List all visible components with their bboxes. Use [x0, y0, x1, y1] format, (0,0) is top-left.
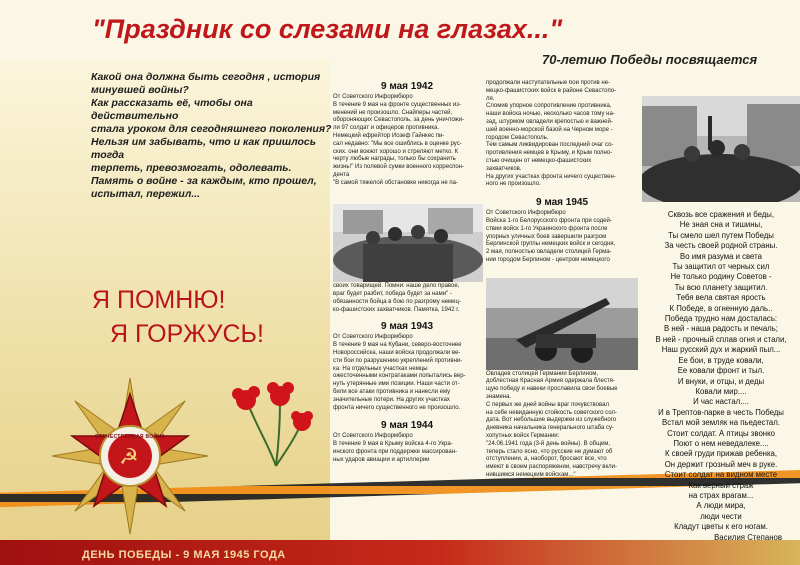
report-1942 — [333, 94, 481, 188]
poem-line: Встал мой земляк на пьедестал. — [662, 418, 780, 428]
column-a — [333, 80, 481, 540]
poem-line: Стоит солдат. А птицы звонко — [667, 428, 775, 438]
text-line: В течение 9 мая на фронте существенных из- — [333, 101, 462, 108]
question-line: терпеть, превозмогать, одолевать. — [91, 162, 292, 174]
footer-text: ДЕНЬ ПОБЕДЫ - 9 МАЯ 1945 ГОДА — [82, 549, 286, 561]
date-heading-1943: 9 мая 1943 — [380, 321, 434, 333]
carnation-flowers-icon — [218, 374, 318, 470]
soldiers-photo-illustration — [333, 204, 483, 282]
text-line: своих товарищей. Помни: наше дело правое, — [333, 283, 460, 290]
poem-line: И час настал.... — [693, 397, 749, 407]
text-line: нуть утерянные ими позиции. Наши части от- — [333, 381, 460, 388]
berlin-report — [486, 363, 638, 480]
question-line: Какой она должна быть сегодня , история — [91, 71, 321, 83]
poem-line: Ее бои, в труде ковали, — [678, 355, 764, 365]
text-line: ных ударов авиации и артиллерии — [333, 456, 430, 463]
text-line: знамена. — [486, 393, 512, 400]
text-line: сал недавно: "Мы все ошиблись в оценке рус- — [333, 140, 462, 147]
poem-line: Ты защитил от черных сил — [672, 262, 770, 272]
text-line: нии городом Берлином - центром немецкого — [486, 256, 610, 263]
text-line: стью очищен от немецко-фашистских — [486, 157, 592, 164]
report-1945 — [486, 210, 638, 265]
text-line: Овладев столицей Германии Берлином, — [486, 370, 599, 377]
text-line: жизнь!" Из полевой сумки военного корреспон- — [333, 164, 464, 171]
date-heading-1942: 9 мая 1942 — [380, 81, 434, 92]
text-line: В течение 9 мая в Крыму войска 4-го Укра- — [333, 441, 453, 448]
text-line: ко-фашистских захватчиков. Памятка, 1942 г. — [333, 306, 460, 313]
text-line: били все атаки противника и нанесли ему — [333, 388, 451, 395]
text-line: черту любые награды, только бы сохранить — [333, 156, 456, 163]
text-line: сти бои по разрушению укреплений противни- — [333, 357, 463, 364]
poem — [646, 210, 796, 543]
text-line: обязанности бойца в бою по разгрому немец- — [333, 298, 461, 305]
poem-line: К своей груди прижав ребенка, — [664, 449, 778, 459]
text-line: ствии войск 1-го Украинского фронта после — [486, 225, 608, 232]
poem-line: Ее ковали фронт и тыл. — [677, 366, 765, 376]
poem-line: Не только родину Советов - — [670, 272, 772, 282]
artillery-photo-illustration — [486, 278, 638, 370]
question-line: Память о войне - за каждым, кто прошел, — [91, 175, 317, 187]
poem-line: Сквозь все сражения и беды, — [667, 210, 775, 219]
text-line: упорных уличных боев завершили разгром — [486, 233, 607, 240]
text-line: ка. На отдельных участках немцы — [333, 365, 428, 372]
text-line: С первых же дней войны враг почувствовал — [486, 401, 609, 408]
text-line: От Советского Информбюро — [333, 433, 413, 440]
poem-line: Тебя вела святая ярость — [676, 293, 766, 303]
question-line: стала уроком для сегодняшнего поколения? — [91, 123, 332, 135]
poem-line: Ты смело шел путем Победы — [668, 230, 774, 240]
text-line: Немецкий ефрейтор Иозеф Гайнкес пи- — [333, 132, 445, 139]
text-line: теперь стало ясно, что русские не думают об — [486, 448, 613, 455]
text-line: ля. — [486, 95, 495, 102]
date-heading-1944: 9 мая 1944 — [380, 420, 434, 432]
text-line: От Советского Информбюро — [333, 334, 413, 341]
question-line: минувшей войны? — [91, 84, 189, 96]
text-line: наши войска ночью, несколько часов тому на- — [486, 111, 615, 118]
text-line: имеют в своем распоряжении, навстречу вкли- — [486, 464, 618, 471]
poster-title: "Праздник со слезами на глазах..." — [92, 14, 563, 44]
poem-line: Он держит грозный меч в руке. — [664, 459, 778, 469]
text-line: враг будет разбит, победа будет за нами" - — [333, 290, 452, 297]
text-line: дата. Вот небольшие выдержки из служебного — [486, 417, 617, 424]
poem-line: Во имя разума и света — [680, 251, 762, 261]
text-line: шей военно-морской базой на Черном море - — [486, 126, 613, 133]
soldiers-photo — [333, 204, 483, 282]
report-1943 — [333, 334, 481, 412]
poster-subtitle: 70-летию Победы посвящается — [542, 52, 758, 67]
slogan-remember: Я ПОМНЮ! — [92, 286, 226, 314]
poem-line: Не зная сна и тишины, — [679, 220, 763, 230]
poem-line: К Победе, в огненную даль.. — [669, 303, 773, 313]
question-line: Как рассказать её, чтобы она действительно — [91, 97, 253, 122]
text-line: ожесточенными контратаками попытались вер- — [333, 373, 466, 380]
poem-line: Победа трудно нам досталась: — [664, 314, 778, 324]
text-line: Сломив упорное сопротивление противника, — [486, 103, 612, 110]
poem-line: В ней - наша радость и печаль; — [664, 324, 778, 334]
text-line: обороняющих Севастополь, за день уничтожи- — [333, 117, 465, 124]
poem-line: Ты всю планету защитил. — [674, 282, 768, 292]
text-line: хопутных войск Германии: — [486, 432, 560, 439]
text-line: дента — [333, 171, 350, 178]
poem-line: За честь своей родной страны. — [664, 241, 778, 251]
medal-inscription: ОТЕЧЕСТВЕННАЯ ВОЙНА — [94, 434, 166, 440]
text-line: значительные потери. На других участках — [333, 396, 450, 403]
text-line: 2 мая, полностью овладели столицей Герма- — [486, 249, 612, 256]
poem-line: И в Трептов-парке в честь Победы — [658, 407, 784, 417]
poem-line: на страх врагам... — [688, 490, 754, 500]
text-line: Тем самым ликвидирован последний очаг со- — [486, 142, 614, 149]
poem-line: Как верный страж — [688, 480, 754, 490]
poem-line: люди чести — [700, 511, 742, 521]
poem-line: А люди мира, — [696, 501, 746, 511]
question-line: Нельзя им забывать, что и как пришлось тогда — [91, 136, 316, 161]
text-line: "В самой тяжелой обстановке никогда не па- — [333, 179, 458, 186]
text-line: мецко-фашистских войск в районе Севастопо- — [486, 87, 617, 94]
svg-text:☭: ☭ — [119, 445, 139, 470]
poem-line: Ковали мир.... — [695, 386, 747, 396]
text-line: на себе невиданную стойкость советского сол- — [486, 409, 617, 416]
poem-line: Кладут цветы к его ногам. — [674, 522, 768, 532]
poem-author: Василия Степанов — [714, 532, 782, 542]
report-1944-continued — [486, 80, 638, 189]
text-line: дневника начальника генерального штаба су- — [486, 425, 614, 432]
text-line: ли 97 солдат и офицеров противника. — [333, 125, 440, 132]
order-patriotic-war-medal — [50, 376, 210, 536]
text-line: инского фронта при поддержке массирован- — [333, 448, 458, 455]
text-line: городом Севастополь. — [486, 134, 549, 141]
report-1944 — [333, 433, 481, 464]
text-line: Новороссийска, наши войска продолжали ве- — [333, 349, 461, 356]
text-line: фронта ничего существенного не произошло. — [333, 404, 461, 411]
text-line: Войска 1-го Белорусского фронта при содей- — [486, 217, 612, 224]
text-line: ских. они воюют хорошо и стреляют метко. К — [333, 148, 459, 155]
text-line: ного не произошло. — [486, 181, 541, 188]
slogan-proud: Я ГОРЖУСЬ! — [110, 320, 264, 348]
text-line: менений не произошло. Снайперы частей, — [333, 109, 453, 116]
text-line: зад, штурмом овладели крепостью и важней- — [486, 118, 613, 125]
text-line: От Советского Информбюро — [486, 210, 566, 217]
question-line: испытал, пережил... — [91, 188, 201, 200]
poem-line: Поют о нем неведалеке.... — [673, 438, 769, 448]
text-line: На других участках фронта ничего существен- — [486, 173, 616, 180]
text-line: продолжали наступательные бои против не- — [486, 80, 611, 86]
victory-photo — [642, 96, 800, 202]
text-line: противления немцев в Крыму, и Крым полно- — [486, 150, 613, 157]
text-line: Берлинской группы немецких войск и сегодня, — [486, 241, 616, 248]
text-line: нившимся немецким войскам..." — [486, 471, 576, 478]
text-line: доблестная Красная Армия одержала блестя- — [486, 378, 615, 385]
text-line: В течение 9 мая на Кубани, северо-восточнее — [333, 342, 462, 349]
poem-line: Наш русский дух и жаркий пыл... — [661, 345, 781, 355]
carnations-decoration — [218, 374, 318, 470]
text-line: "24.06.1941 года (3-й день войны). В общем, — [486, 440, 611, 447]
text-line: захватчиков. — [486, 165, 522, 172]
victory-photo-illustration — [642, 96, 800, 202]
poem-line: Стоит солдат на видном месте — [664, 470, 778, 480]
text-line: От Советского Информбюро — [333, 94, 413, 100]
poem-line: В ней - прочный сплав огня и стали, — [655, 334, 787, 344]
artillery-photo — [486, 278, 638, 370]
poem-line: И внуки, и отцы, и деды — [677, 376, 765, 386]
date-heading-1945: 9 мая 1945 — [535, 197, 589, 209]
text-line: отступлении, а, наоборот, бросают все, что — [486, 456, 607, 463]
medal-star-icon — [50, 376, 210, 536]
intro-questions — [91, 71, 333, 201]
text-line: щую победу и навеки прославила свои боевые — [486, 386, 618, 393]
